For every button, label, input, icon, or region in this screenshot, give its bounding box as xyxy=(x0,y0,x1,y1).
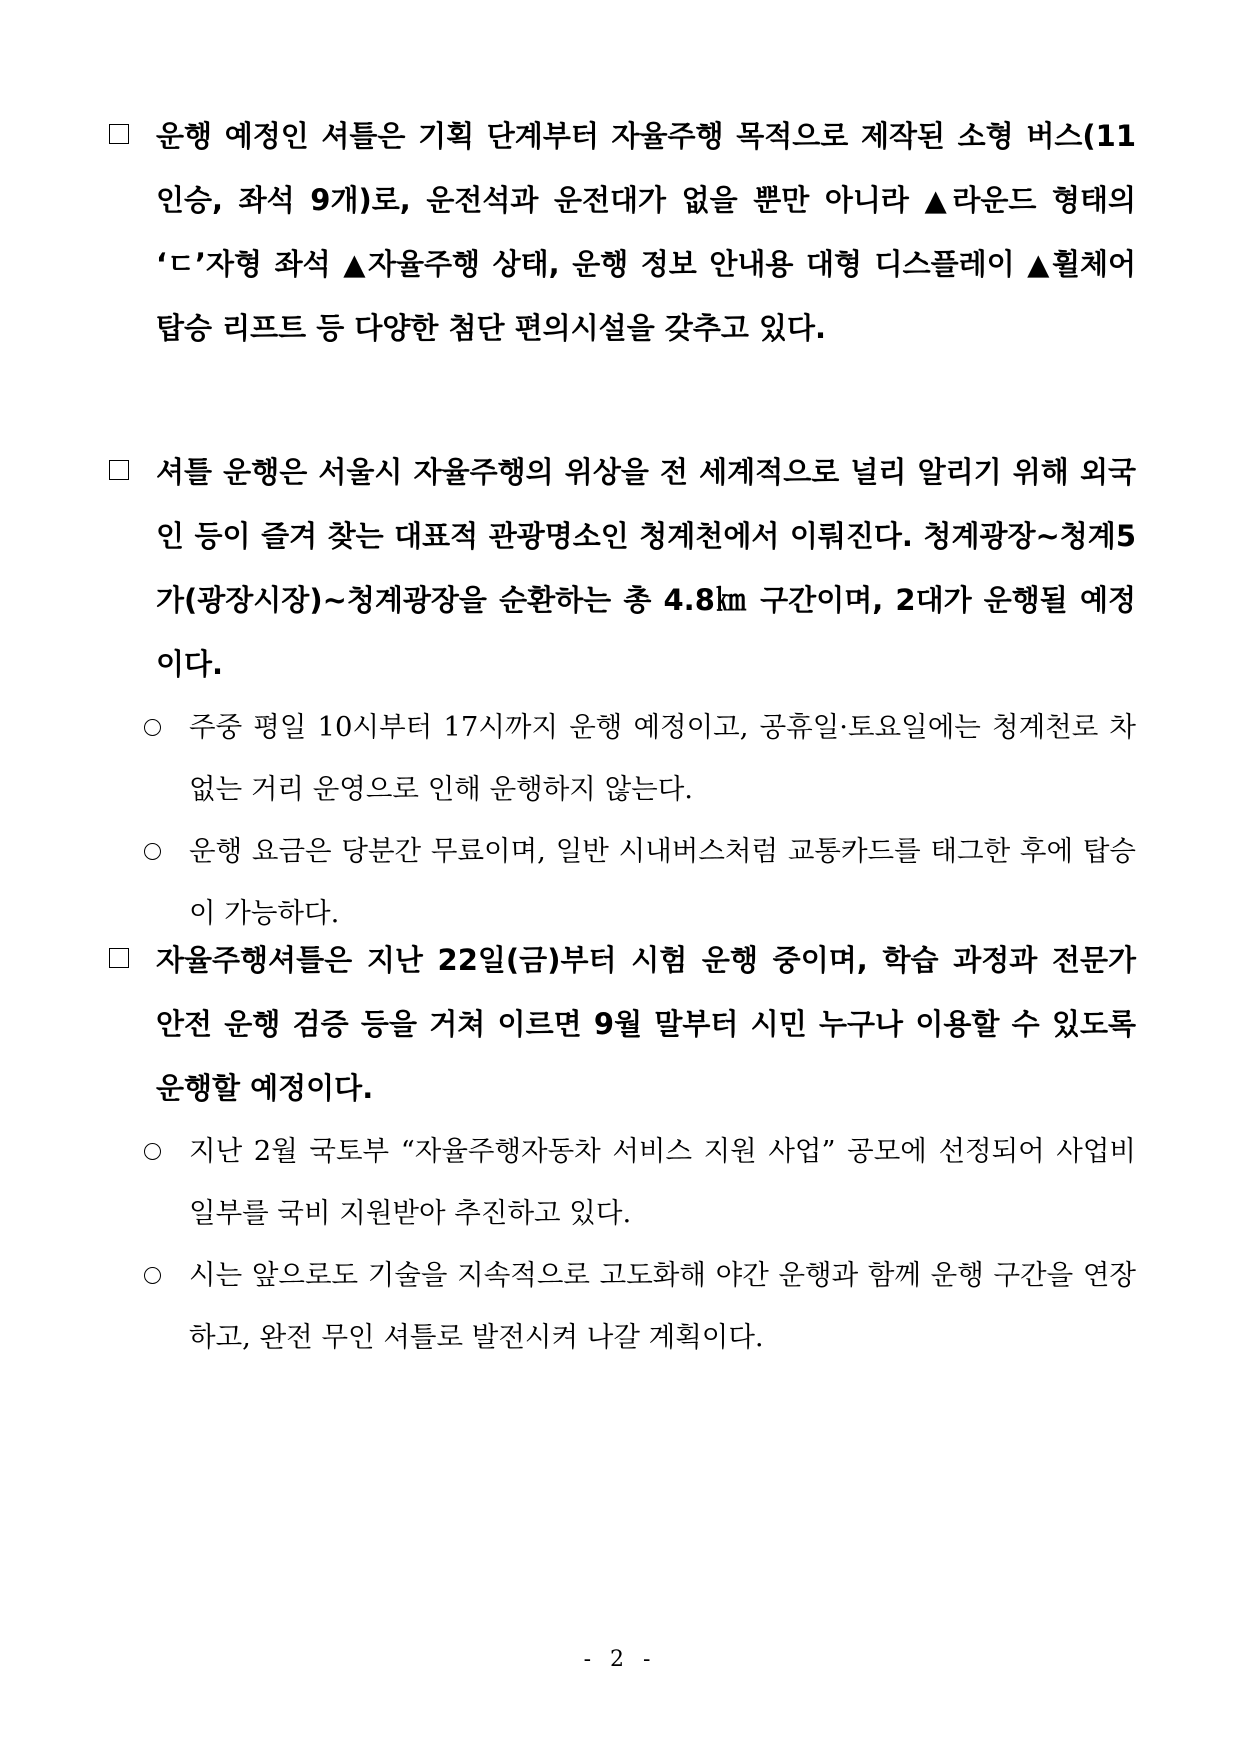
main-bullet-text: 운행 예정인 셔틀은 기획 단계부터 자율주행 목적으로 제작된 소형 버스(11인승, 좌석 9개)로, 운전석과 운전대가 없을 뿐만 아니라 ▲라운드 형태의 ‘ㄷ’자형 좌석 ▲자율주행 상태, 운행 정보 안내용 대형 디스플레이 ▲휠체어 탑승 리프트 등 다양한 첨단 편의시설을 갖추고 있다. xyxy=(156,119,1136,345)
sub-bullet-text: 주중 평일 10시부터 17시까지 운행 예정이고, 공휴일·토요일에는 청계천로 차 없는 거리 운영으로 인해 운행하지 않는다. xyxy=(189,711,1136,805)
main-bullet-item xyxy=(106,104,1136,360)
sub-bullet-item xyxy=(132,696,1136,820)
circle-bullet-icon xyxy=(144,1267,161,1284)
square-bullet-icon xyxy=(109,460,129,480)
sub-bullet-text: 지난 2월 국토부 “자율주행자동차 서비스 지원 사업” 공모에 선정되어 사업비 일부를 국비 지원받아 추진하고 있다. xyxy=(189,1135,1137,1229)
section-2 xyxy=(106,440,1136,944)
circle-bullet-icon xyxy=(144,843,161,860)
sub-bullet-item xyxy=(132,820,1136,944)
circle-bullet-icon xyxy=(144,719,161,736)
sub-bullet-item xyxy=(132,1244,1136,1368)
sub-bullet-text: 운행 요금은 당분간 무료이며, 일반 시내버스처럼 교통카드를 태그한 후에 탑승이 가능하다. xyxy=(189,835,1136,929)
section-1 xyxy=(106,104,1136,360)
sub-bullet-text: 시는 앞으로도 기술을 지속적으로 고도화해 야간 운행과 함께 운행 구간을 연장하고, 완전 무인 셔틀로 발전시켜 나갈 계획이다. xyxy=(189,1259,1136,1353)
main-bullet-item xyxy=(106,928,1136,1120)
circle-bullet-icon xyxy=(144,1143,161,1160)
square-bullet-icon xyxy=(109,124,129,144)
main-bullet-text: 자율주행셔틀은 지난 22일(금)부터 시험 운행 중이며, 학습 과정과 전문가 안전 운행 검증 등을 거쳐 이르면 9월 말부터 시민 누구나 이용할 수 있도록 운행할 예정이다. xyxy=(156,943,1136,1105)
page-number: - 2 - xyxy=(583,1647,657,1672)
sub-bullet-item xyxy=(132,1120,1136,1244)
main-bullet-text: 셔틀 운행은 서울시 자율주행의 위상을 전 세계적으로 널리 알리기 위해 외국인 등이 즐겨 찾는 대표적 관광명소인 청계천에서 이뤄진다. 청계광장~청계5가(광장시장)~청계광장을 순환하는 총 4.8㎞ 구간이며, 2대가 운행될 예정이다. xyxy=(156,455,1136,681)
section-3 xyxy=(106,928,1136,1368)
main-bullet-item xyxy=(106,440,1136,696)
square-bullet-icon xyxy=(109,948,129,968)
